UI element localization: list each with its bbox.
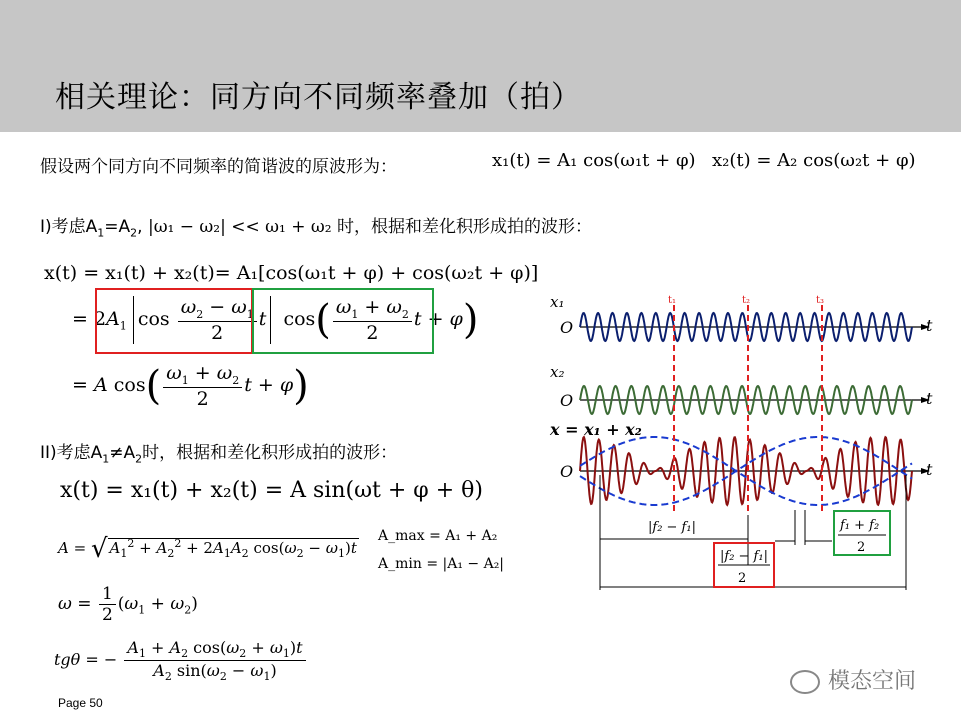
page-number: Page 50 [58,696,103,710]
wave-x1 [580,313,912,341]
axis-t-3: t [926,460,933,479]
watermark-logo [790,664,916,695]
case2-mid: ≠A [109,443,136,463]
annotation-half-period-den: 2 [738,571,747,586]
case1-heading: I)考虑$A_1=A_2$, |ω₁ − ω₂| << ω₁ + ω₂ 时，根据和差化积形成拍的波形： [40,217,592,240]
amplitude-equation: A = √ $A_1^2 + A_2^2 + 2A_1A_2$ $\cos(\omega_2 - \omega_1)t$ [58,534,357,564]
case1-equation-3: = A cos( $\frac{\omega_1 + \omega_2}{2}$ t + φ) [72,362,309,410]
amax-equation: A_max = A₁ + A₂ [378,528,498,544]
theta-equation: tgθ = − $\frac{A_1 + A_2 \cos(\omega_2 + \omega_1)t}{A_2 \sin(\omega_2 - \omega_1)}$ [54,638,308,683]
case1-suffix: 时，根据和差化积形成拍的波形： [331,217,592,237]
marker-t1: t₁ [668,295,677,306]
slide-title: 相关理论：同方向不同频率叠加（拍） [55,80,582,115]
wechat-icon [790,670,820,694]
marker-t3: t₃ [816,295,825,306]
case1-mid: =A [104,217,131,237]
equation-x1: x₁(t) = A₁ cos(ω₁t + φ) [492,150,696,171]
watermark-text: 模态空间 [828,669,917,694]
axis-t-2: t [926,389,933,408]
origin-3: O [560,462,574,481]
case1-equation-1: x(t) = x₁(t) + x₂(t)= A₁[cos(ω₁t + φ) + cos(ω₂t + φ)] [44,262,539,284]
case2-prefix: II)考虑A [40,443,103,463]
case2-heading: II)考虑$A_1\ne A_2$时，根据和差化积形成拍的波形： [40,443,398,466]
case1-equation-2: = $2A_1$ cos $\frac{\omega_2 - \omega_1}{2}$ t cos( $\frac{\omega_1 + \omega_2}{2}$ t + φ) [72,296,479,344]
origin-2: O [560,391,574,410]
intro-text: 假设两个同方向不同频率的简谐波的原波形为： [40,157,397,177]
case2-suffix: 时，根据和差化积形成拍的波形： [142,443,398,463]
case2-equation-1: x(t) = x₁(t) + x₂(t) = A sin(ωt + φ + θ) [60,478,483,503]
amin-equation: A_min = |A₁ − A₂| [378,556,505,572]
equation-x2: x₂(t) = A₂ cos(ω₂t + φ) [712,150,916,171]
annotation-carrier: f₁ + f₂ [840,518,880,533]
annotation-beat-period: |f₂ − f₁| [648,520,696,535]
case1-after: , [137,217,143,237]
axis-t-1: t [926,316,933,335]
beat-waveform-figure [540,285,950,605]
label-x-sum: x = x₁ + x₂ [550,420,642,439]
case1-condition: |ω₁ − ω₂| << ω₁ + ω₂ [147,217,332,237]
annotation-carrier-den: 2 [857,540,866,555]
green-highlight-box [252,288,434,354]
origin-1: O [560,318,574,337]
annotation-half-period: |f₂ − f₁| [720,549,768,564]
label-x2: x₂ [550,363,565,381]
omega-equation: ω = $\frac{1}{2}$ $(\omega_1 + \omega_2)$ [58,584,198,625]
case1-prefix: I)考虑A [40,217,98,237]
label-x1: x₁ [550,293,565,311]
red-highlight-box [95,288,253,354]
marker-t2: t₂ [742,295,751,306]
